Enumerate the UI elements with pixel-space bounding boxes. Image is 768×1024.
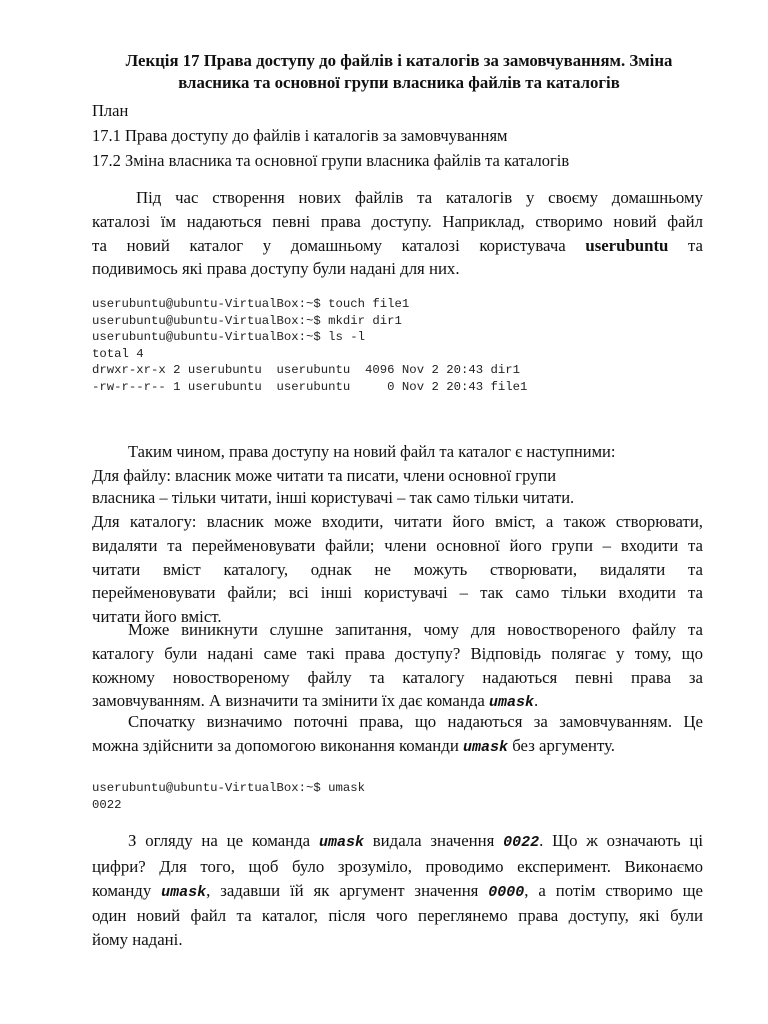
plan-item-1: 17.1 Права доступу до файлів і каталогів за замовчуванням [92, 126, 508, 145]
directory-permissions-paragraph [92, 510, 703, 629]
summary-line: Для файлу: власник може читати та писати, члени основної групи [92, 466, 557, 485]
result-line: йому надані. [92, 930, 183, 950]
title-line-2: власника та основної групи власника файлів та каталогів [178, 73, 620, 92]
code-line: 0022 [92, 797, 122, 812]
umask-value: 0022 [503, 834, 540, 851]
umask-command: umask [318, 834, 364, 851]
question-line: кожному новоствореному файлу та каталогу надаються певні права за [92, 667, 703, 687]
code-line: userubuntu@ubuntu-VirtualBox:~$ umask [92, 781, 366, 795]
question-paragraph [92, 618, 703, 715]
plan-item-2: 17.2 Зміна власника та основної групи власника файлів та каталогів [92, 151, 570, 170]
first-line: Спочатку визначимо поточні права, що надаються за замовчуванням. Це [128, 712, 703, 731]
question-line: Може виникнути слушне запитання, чому для новоствореного файлу та [128, 620, 703, 639]
lecture-title [92, 50, 706, 94]
code-line: userubuntu@ubuntu-VirtualBox:~$ touch file1 [92, 297, 410, 311]
title-line-1: Лекція 17 Права доступу до файлів і каталогів за замовчуванням. Зміна [125, 51, 673, 70]
summary-line: перейменовувати файли; всі інші користувачі – так само тільки входити та [92, 583, 703, 603]
result-line [92, 879, 703, 905]
result-paragraph [92, 829, 703, 952]
code-line: userubuntu@ubuntu-VirtualBox:~$ mkdir dir1 [92, 313, 402, 328]
first-step-paragraph [92, 710, 703, 760]
summary-line: читати його вміст. [92, 607, 222, 627]
plan-section [92, 98, 569, 173]
summary-line: Для каталогу: власник може входити, читати його вміст, а також створювати, [92, 512, 703, 531]
umask-command: umask [161, 883, 207, 901]
intro-line [92, 234, 703, 258]
result-text: , а потім створимо ще [524, 880, 703, 900]
first-text: можна здійснити за допомогою виконання команди [92, 735, 459, 755]
question-text: замовчуванням. А визначити та змінити їх дає команда [92, 691, 485, 711]
result-text: З огляду на це команда [128, 831, 311, 850]
summary-line: видаляти та перейменовувати файли; члени основної його групи – входити та [92, 535, 703, 555]
code-line: drwxr-xr-x 2 userubuntu userubuntu 4096 Nov 2 20:43 dir1 [92, 363, 521, 377]
plan-heading: План [92, 101, 129, 120]
result-text: , задавши їй як аргумент значення [206, 880, 479, 900]
result-text: команду [92, 880, 152, 900]
summary-line: читати вміст каталогу, однак не можуть створювати, видаляти та [92, 559, 703, 579]
umask-command: umask [489, 694, 535, 712]
intro-text: та новий каталог у домашньому каталозі користувача [92, 235, 566, 255]
code-line: userubuntu@ubuntu-VirtualBox:~$ ls -l [92, 330, 366, 344]
intro-text: та [688, 235, 703, 255]
terminal-output-1 [92, 296, 527, 395]
first-line [92, 734, 703, 760]
result-line [92, 829, 703, 855]
summary-line: власника – тільки читати, інші користувачі – так само тільки читати. [92, 488, 575, 507]
terminal-output-2 [92, 780, 365, 813]
result-text: . Що ж означають ці [539, 831, 704, 850]
first-text: без аргументу. [512, 735, 615, 755]
code-line: total 4 [92, 346, 144, 361]
intro-line: подивимось які права доступу були надані для них. [92, 259, 460, 279]
question-text: . [534, 691, 539, 711]
result-line: один новий файл та каталог, після чого переглянемо права доступу, які були [92, 906, 703, 926]
result-line: цифри? Для того, щоб було зрозуміло, проводимо експеримент. Виконаємо [92, 856, 703, 876]
intro-line: каталозі їм надаються певні права доступу. Наприклад, створимо новий файл [92, 211, 703, 231]
summary-line: Таким чином, права доступу на новий файл та каталог є наступними: [128, 442, 616, 461]
result-text: видала значення [372, 831, 495, 850]
umask-value: 0000 [488, 883, 525, 901]
code-line: -rw-r--r-- 1 userubuntu userubuntu 0 Nov 2 20:43 file1 [92, 379, 528, 394]
username-highlight: userubuntu [585, 235, 669, 255]
intro-paragraph [92, 186, 703, 281]
intro-line: Під час створення нових файлів та каталогів у своєму домашньому [136, 188, 703, 207]
question-line: каталогу були надані саме такі права доступу? Відповідь полягає у тому, що [92, 643, 703, 663]
umask-command: umask [463, 738, 509, 756]
